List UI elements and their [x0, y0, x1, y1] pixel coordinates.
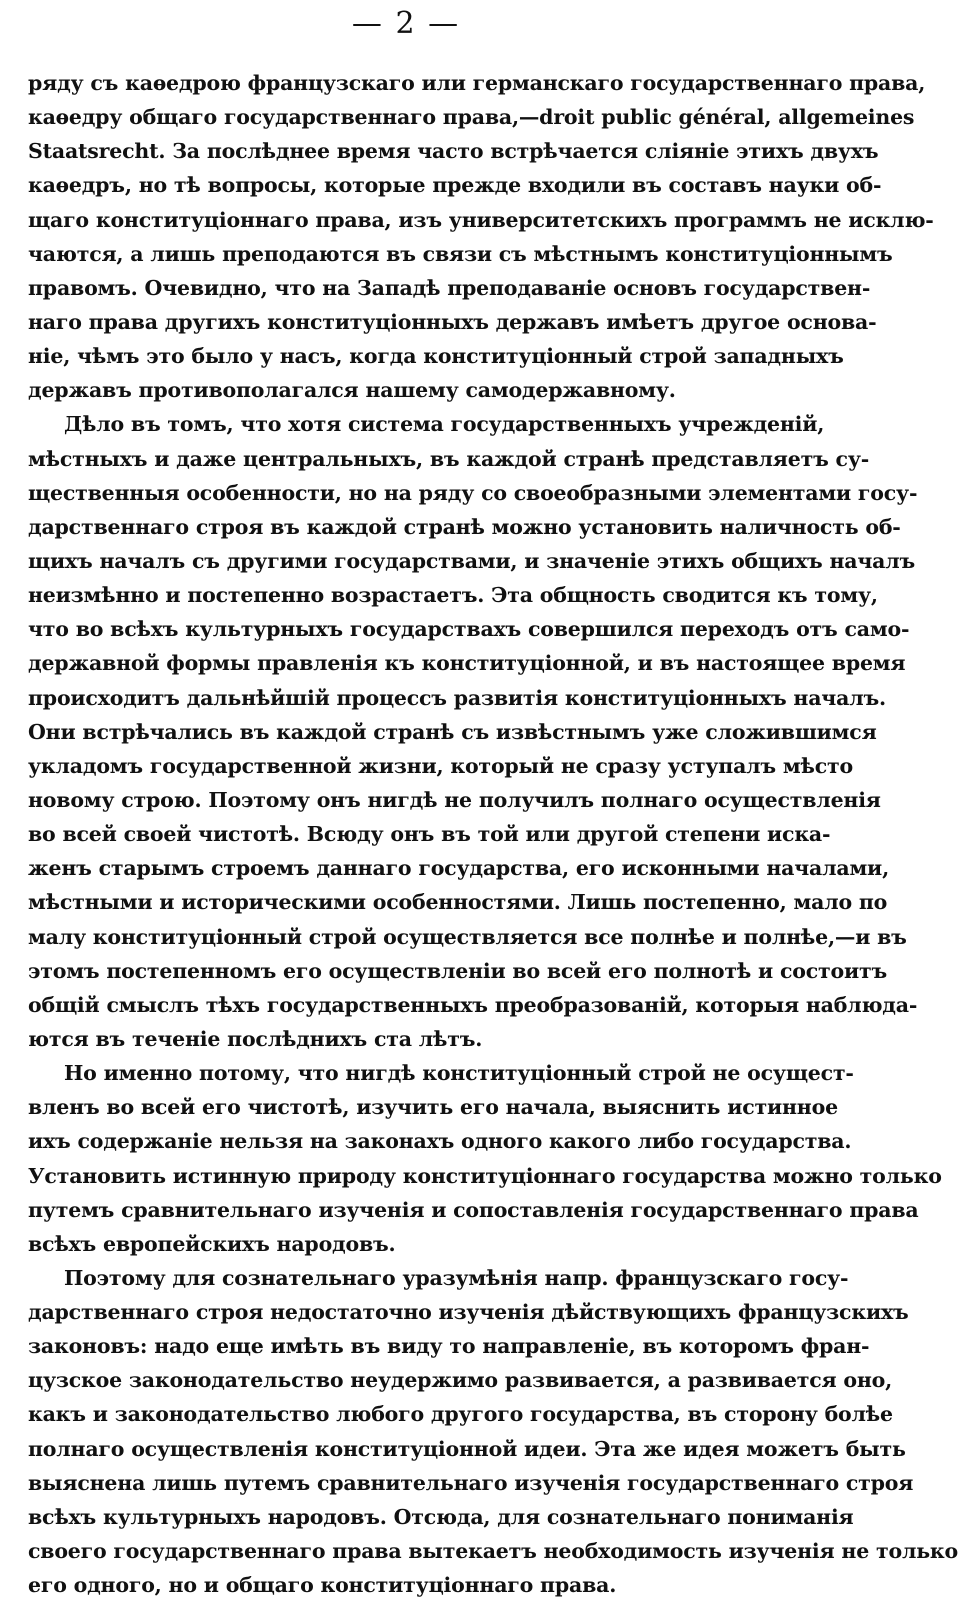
- text-line: что во всѣхъ культурныхъ государствахъ совершился переходъ отъ само-: [28, 617, 910, 642]
- text-line: ніе, чѣмъ это было у насъ, когда конституціонный строй западныхъ: [28, 344, 844, 369]
- page-number: — 2 —: [351, 6, 461, 41]
- text-line: ихъ содержаніе нельзя на законахъ одного какого либо государства.: [28, 1129, 852, 1154]
- text-line: ются въ теченіе послѣднихъ ста лѣтъ.: [28, 1026, 483, 1051]
- text-line: дарственнаго строя въ каждой странѣ можно установить наличность об-: [28, 514, 901, 539]
- text-line: выяснена лишь путемъ сравнительнаго изученія государственнаго строя: [28, 1470, 914, 1495]
- text-line: каѳедръ, но тѣ вопросы, которые прежде входили въ составъ науки об-: [28, 173, 882, 198]
- text-line: неизмѣнно и постепенно возрастаетъ. Эта общность сводится къ тому,: [28, 583, 878, 608]
- text-line: его одного, но и общаго конституціоннаго права.: [28, 1573, 617, 1598]
- text-line: ряду съ каѳедрою французскаго или германскаго государственнаго права,: [28, 71, 926, 95]
- text-line: малу конституціонный строй осуществляется все полнѣе и полнѣе,—и въ: [28, 924, 907, 949]
- text-line: щественныя особенности, но на ряду со своеобразными элементами госу-: [28, 480, 918, 505]
- text-line: Они встрѣчались въ каждой странѣ съ извѣстнымъ уже сложившимся: [28, 719, 877, 744]
- text-line: чаются, а лишь преподаются въ связи съ мѣстнымъ конституціоннымъ: [28, 241, 893, 266]
- text-line: каѳедру общаго государственнаго права,—droit public général, allgemeines: [28, 105, 915, 130]
- text-line: своего государственнаго права вытекаетъ необходимость изученія не только: [28, 1539, 958, 1564]
- text-line: всѣхъ культурныхъ народовъ. Отсюда, для сознательнаго пониманія: [28, 1504, 854, 1529]
- text-line: укладомъ государственной жизни, который не сразу уступалъ мѣсто: [28, 753, 853, 778]
- body-text: [28, 66, 958, 1602]
- text-line: общій смыслъ тѣхъ государственныхъ преобразованій, которыя наблюда-: [28, 992, 918, 1017]
- text-line: Поэтому для сознательнаго уразумѣнія напр. французскаго госу-: [64, 1265, 849, 1290]
- text-line: правомъ. Очевидно, что на Западѣ преподаваніе основъ государствен-: [28, 275, 871, 300]
- text-line: происходитъ дальнѣйшій процессъ развитія конституціонныхъ началъ.: [28, 685, 886, 710]
- text-line: законовъ: надо еще имѣть въ виду то направленіе, въ которомъ фран-: [28, 1334, 870, 1359]
- text-line: новому строю. Поэтому онъ нигдѣ не получилъ полнаго осуществленія: [28, 787, 881, 812]
- text-line: Staatsrecht. За послѣднее время часто встрѣчается сліяніе этихъ двухъ: [28, 139, 879, 164]
- text-line: цузское законодательство неудержимо развивается, а развивается оно,: [28, 1368, 893, 1393]
- text-line: щихъ началъ съ другими государствами, и значеніе этихъ общихъ началъ: [28, 548, 916, 573]
- text-line: всѣхъ европейскихъ народовъ.: [28, 1231, 396, 1256]
- text-line: державной формы правленія къ конституціонной, и въ настоящее время: [28, 651, 906, 676]
- text-line: Установить истинную природу конституціоннаго государства можно только: [28, 1163, 942, 1188]
- text-line: дарственнаго строя недостаточно изученія дѣйствующихъ французскихъ: [28, 1300, 909, 1325]
- text-line: мѣстными и историческими особенностями. Лишь постепенно, мало по: [28, 890, 888, 915]
- text-line: женъ старымъ строемъ даннаго государства, его исконными началами,: [28, 856, 890, 881]
- text-line: щаго конституціоннаго права, изъ университетскихъ программъ не исклю-: [28, 207, 934, 232]
- text-line: наго права другихъ конституціонныхъ державъ имѣетъ другое основа-: [28, 309, 877, 334]
- text-line: вленъ во всей его чистотѣ, изучить его начала, выяснить истинное: [28, 1095, 838, 1120]
- text-line: полнаго осуществленія конституціонной идеи. Эта же идея можетъ быть: [28, 1436, 906, 1461]
- text-line: какъ и законодательство любого другого государства, въ сторону болѣе: [28, 1402, 893, 1427]
- text-line: во всей своей чистотѣ. Всюду онъ въ той или другой степени иска-: [28, 822, 831, 847]
- text-line: мѣстныхъ и даже центральныхъ, въ каждой странѣ представляетъ су-: [28, 446, 870, 471]
- text-line: Дѣло въ томъ, что хотя система государственныхъ учрежденій,: [64, 412, 825, 437]
- text-line: Но именно потому, что нигдѣ конституціонный строй не осущест-: [64, 1061, 854, 1086]
- text-line: путемъ сравнительнаго изученія и сопоставленія государственнаго права: [28, 1197, 919, 1222]
- text-line: державъ противополагался нашему самодержавному.: [28, 378, 676, 403]
- text-line: этомъ постепенномъ его осуществленіи во всей его полнотѣ и состоитъ: [28, 958, 888, 983]
